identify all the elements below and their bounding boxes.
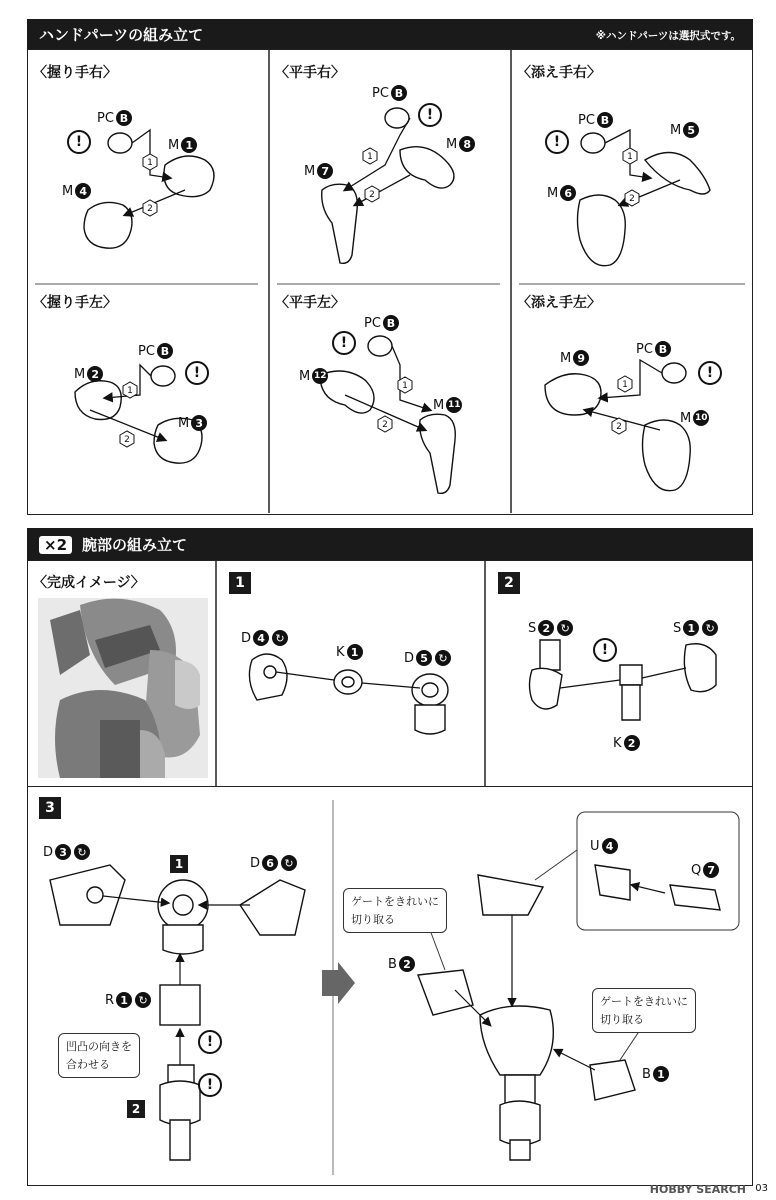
- panel-label-grip-right: 〈握り手右〉: [33, 65, 117, 81]
- arm-step3-u4-label: U 4: [590, 838, 618, 854]
- panel-label-flat-left: 〈平手左〉: [275, 295, 345, 311]
- swirl-icon: ↻: [435, 650, 451, 666]
- arm-step3-d6-label: D 6 ↻: [250, 855, 297, 871]
- arm-multiplier: ×2: [39, 536, 72, 554]
- arm-step1-number: 1: [229, 572, 251, 594]
- hand5-m-a-label: M 12: [299, 368, 327, 384]
- hand5-step1: 1: [402, 381, 408, 391]
- gate-note-top: ゲートをきれいに 切り取る: [343, 888, 447, 933]
- hand1-step1: 1: [147, 158, 153, 168]
- swirl-icon: ↻: [557, 620, 573, 636]
- hand2-m-a-label: M 8: [446, 136, 475, 152]
- hand4-m-a-label: M 2: [74, 366, 103, 382]
- arm-step3-b2-label: B 2: [388, 956, 415, 972]
- panel-label-grip-left: 〈握り手左〉: [33, 295, 117, 311]
- hand6-step2: 2: [616, 422, 622, 432]
- hand6-m-b-label: M 10: [680, 410, 708, 426]
- panel-label-flat-right: 〈平手右〉: [275, 65, 345, 81]
- hand-section-note: ※ハンドパーツは選択式です。: [595, 30, 741, 42]
- hand4-pc-label: PC B: [138, 343, 173, 359]
- warning-icon: !: [198, 1030, 222, 1054]
- arm-step3-b1-label: B 1: [642, 1066, 669, 1082]
- swirl-icon: ↻: [135, 992, 151, 1008]
- hand2-step2: 2: [369, 190, 375, 200]
- hand5-pc-label: PC B: [364, 315, 399, 331]
- arm-step2-number: 2: [498, 572, 520, 594]
- hand3-m-b-label: M 6: [547, 185, 576, 201]
- page-number: 03: [755, 1183, 768, 1194]
- warning-icon: !: [698, 361, 722, 385]
- align-note: 凹凸の向きを 合わせる: [58, 1033, 140, 1078]
- complete-image-label: 〈完成イメージ〉: [33, 575, 145, 591]
- arm-step1-d5-label: D 5 ↻: [404, 650, 451, 666]
- warning-icon: !: [185, 361, 209, 385]
- gate-note-bottom: ゲートをきれいに 切り取る: [592, 988, 696, 1033]
- hand2-m-b-label: M 7: [304, 163, 333, 179]
- warning-icon: !: [418, 103, 442, 127]
- hand1-m-b-label: M 4: [62, 183, 91, 199]
- hand4-step2: 2: [124, 435, 130, 445]
- hand1-step2: 2: [147, 204, 153, 214]
- panel-label-support-left: 〈添え手左〉: [517, 295, 601, 311]
- warning-icon: !: [198, 1073, 222, 1097]
- hand3-step2: 2: [629, 194, 635, 204]
- arm-step2-s1-label: S 1 ↻: [673, 620, 718, 636]
- hand-section-title: ハンドパーツの組み立て: [39, 26, 204, 44]
- hand4-step1: 1: [127, 386, 133, 396]
- arm-section-title: 腕部の組み立て: [82, 536, 188, 554]
- warning-icon: !: [332, 331, 356, 355]
- warning-icon: !: [67, 130, 91, 154]
- hand6-m-a-label: M 9: [560, 350, 589, 366]
- hand5-m-b-label: M 11: [433, 397, 461, 413]
- arm-step1-k1-label: K 1: [336, 644, 363, 660]
- hand3-pc-label: PC B: [578, 112, 613, 128]
- arm-step3-sub1: 1: [170, 855, 188, 873]
- hand2-step1: 1: [367, 152, 373, 162]
- arm-step3-q7-label: Q 7: [691, 862, 719, 878]
- arm-step2-k2-label: K 2: [613, 735, 640, 751]
- hand5-step2: 2: [382, 420, 388, 430]
- hand1-m-a-label: M 1: [168, 137, 197, 153]
- hand2-pc-label: PC B: [372, 85, 407, 101]
- arm-step2-s2-label: S 2 ↻: [528, 620, 573, 636]
- swirl-icon: ↻: [74, 844, 90, 860]
- hand4-m-b-label: M 3: [178, 415, 207, 431]
- arm-step3-number: 3: [39, 797, 61, 819]
- arm-step3-r1-label: R 1 ↻: [105, 992, 151, 1008]
- swirl-icon: ↻: [272, 630, 288, 646]
- hand6-step1: 1: [622, 380, 628, 390]
- hand1-pc-label: PC B: [97, 110, 132, 126]
- hand3-step1: 1: [627, 152, 633, 162]
- arm-step3-sub2: 2: [127, 1100, 145, 1118]
- watermark: HOBBY SEARCH: [649, 1183, 746, 1196]
- warning-icon: !: [545, 130, 569, 154]
- swirl-icon: ↻: [702, 620, 718, 636]
- warning-icon: !: [593, 638, 617, 662]
- arm-step1-d4-label: D 4 ↻: [241, 630, 288, 646]
- hand6-pc-label: PC B: [636, 341, 671, 357]
- panel-label-support-right: 〈添え手右〉: [517, 65, 601, 81]
- swirl-icon: ↻: [281, 855, 297, 871]
- hand3-m-a-label: M 5: [670, 122, 699, 138]
- arm-step3-d3-label: D 3 ↻: [43, 844, 90, 860]
